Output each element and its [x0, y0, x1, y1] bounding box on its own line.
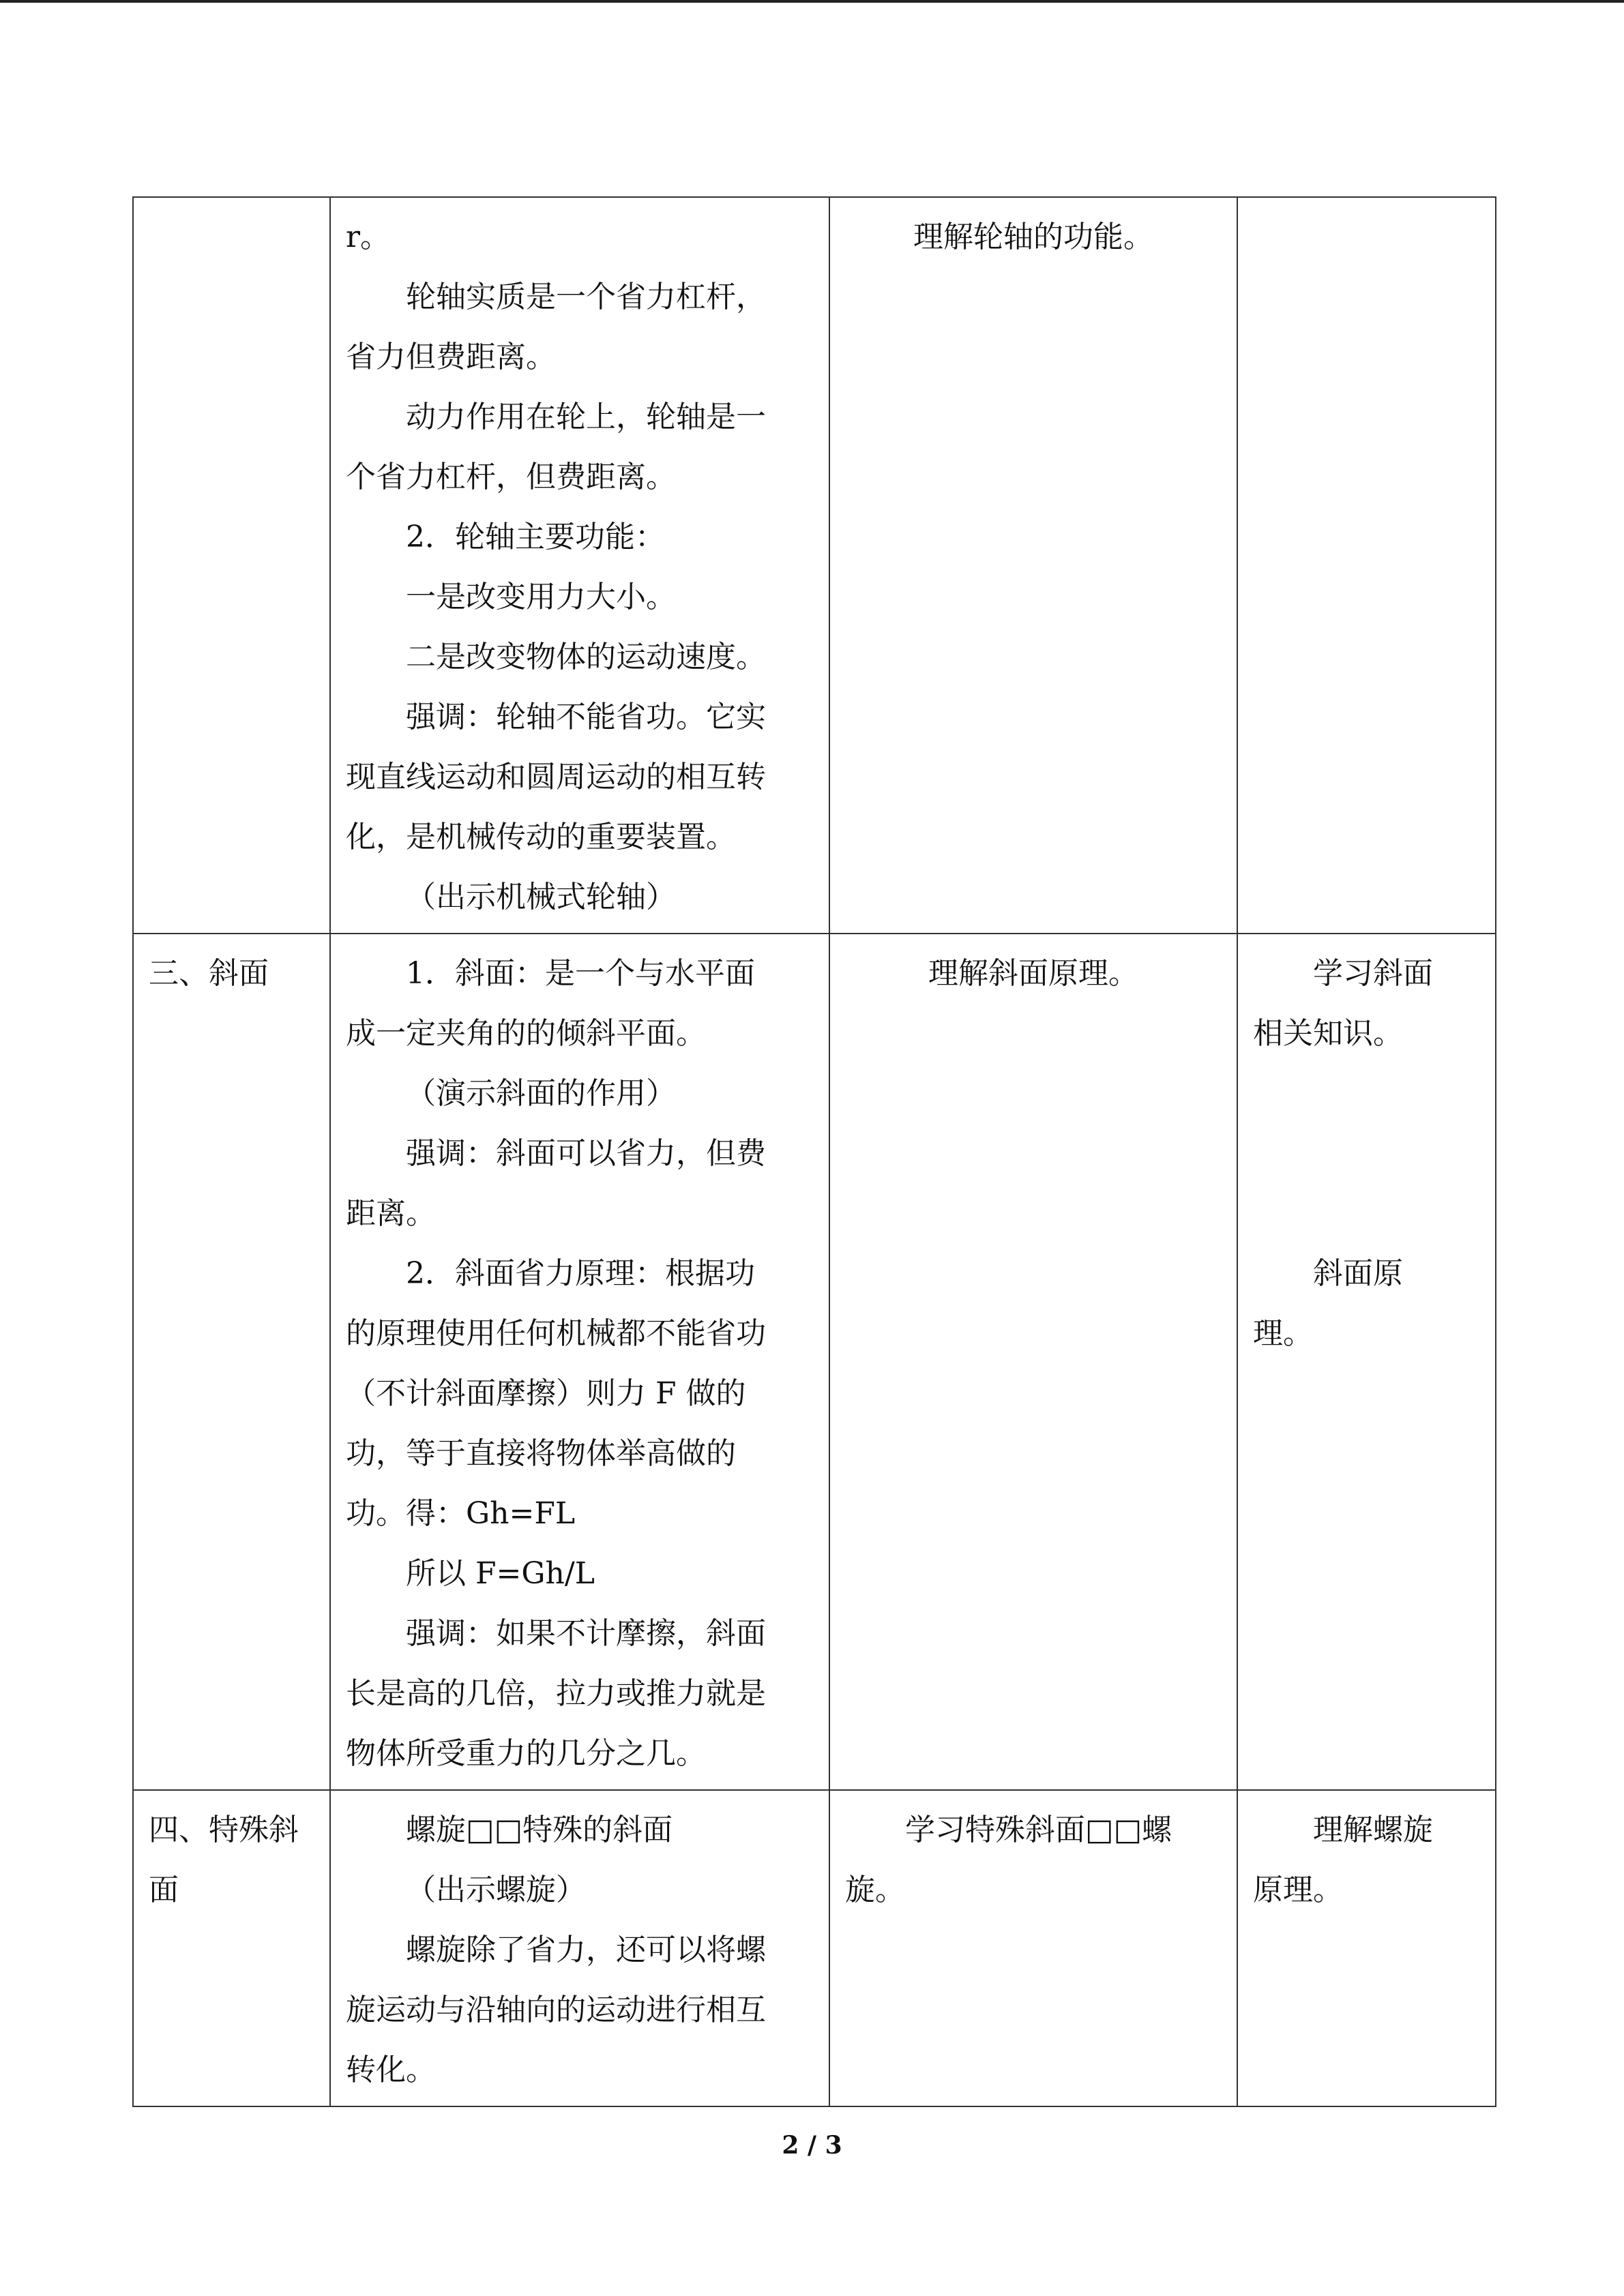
table-row-inclined-plane — [133, 934, 1496, 1790]
text-line: 强调：如果不计摩擦，斜面 — [406, 1616, 766, 1651]
text-line: 动力作用在轮上，轮轴是一 — [406, 400, 766, 434]
text-line: 个省力杠杆，但费距离。 — [346, 460, 676, 494]
text-line: 旋运动与沿轴向的运动进行相互 — [346, 1993, 766, 2027]
text-line: 功。得：Gh=FL — [346, 1496, 576, 1531]
teacher-activity-cell — [330, 197, 829, 934]
text-line: 现直线运动和圆周运动的相互转 — [346, 760, 766, 794]
text-line: 物体所受重力的几分之几。 — [346, 1736, 706, 1771]
spacer-line — [1253, 1184, 1480, 1244]
teacher-activity-cell — [330, 934, 829, 1790]
lesson-plan-table — [132, 196, 1496, 2107]
teacher-activity-cell — [330, 1790, 829, 2106]
section-cell — [133, 197, 330, 934]
text-line: 螺旋□□特殊的斜面 — [406, 1813, 673, 1847]
text-line: 一是改变用力大小。 — [406, 580, 676, 614]
text-line: 距离。 — [346, 1196, 436, 1231]
page-number: 2 / 3 — [782, 2131, 842, 2160]
text-line: 功，等于直接将物体举高做的 — [346, 1436, 736, 1471]
table-row-wheel-axle — [133, 197, 1496, 934]
text-line: 斜面原 — [1313, 1256, 1403, 1291]
text-line: 所以 F=Gh/L — [406, 1556, 595, 1591]
text-line: 的原理使用任何机械都不能省功 — [346, 1316, 766, 1351]
text-line: 1．斜面：是一个与水平面 — [406, 956, 755, 991]
text-line: 2．轮轴主要功能： — [406, 520, 665, 554]
text-line: 成一定夹角的的倾斜平面。 — [346, 1016, 706, 1051]
text-line: 省力但费距离。 — [346, 340, 556, 374]
spacer-line — [1253, 1064, 1480, 1124]
section-cell: 四、特殊斜面 — [133, 1790, 330, 2106]
text-line: r。 — [346, 220, 391, 254]
text-line: 理解斜面原理。 — [928, 956, 1138, 991]
text-line: 相关知识。 — [1253, 1016, 1403, 1051]
text-line: 强调：轮轴不能省功。它实 — [406, 700, 766, 734]
text-line: （出示螺旋） — [406, 1873, 586, 1907]
text-line: 理。 — [1253, 1316, 1313, 1351]
text-line: 学习斜面 — [1313, 956, 1433, 991]
text-line: 螺旋除了省力，还可以将螺 — [406, 1933, 766, 1967]
design-intent-cell — [1237, 1790, 1496, 2106]
text-line: 2．斜面省力原理：根据功 — [406, 1256, 755, 1291]
text-line: 长是高的几倍，拉力或推力就是 — [346, 1676, 766, 1711]
student-activity-cell — [829, 1790, 1237, 2106]
student-activity-cell — [829, 934, 1237, 1790]
table-row-screw — [133, 1790, 1496, 2106]
design-intent-cell — [1237, 197, 1496, 934]
text-line: （演示斜面的作用） — [406, 1076, 676, 1111]
design-intent-cell — [1237, 934, 1496, 1790]
student-activity-cell — [829, 197, 1237, 934]
text-line: （出示机械式轮轴） — [406, 880, 676, 914]
text-line: 强调：斜面可以省力，但费 — [406, 1136, 766, 1171]
text-line: 二是改变物体的运动速度。 — [406, 640, 766, 674]
text-line: 理解轮轴的功能。 — [913, 220, 1153, 254]
page-top-border — [0, 0, 1624, 3]
text-line: （不计斜面摩擦）则力 F 做的 — [346, 1376, 746, 1411]
text-line: 学习特殊斜面□□螺 — [905, 1813, 1172, 1847]
text-line: 原理。 — [1253, 1873, 1343, 1907]
text-line: 转化。 — [346, 2053, 436, 2087]
text-line: 旋。 — [845, 1873, 905, 1907]
text-line: 轮轴实质是一个省力杠杆， — [406, 280, 766, 314]
text-line: 理解螺旋 — [1313, 1813, 1433, 1847]
spacer-line — [1253, 1124, 1480, 1184]
text-line: 化，是机械传动的重要装置。 — [346, 820, 736, 854]
section-cell: 三、斜面 — [133, 934, 330, 1790]
